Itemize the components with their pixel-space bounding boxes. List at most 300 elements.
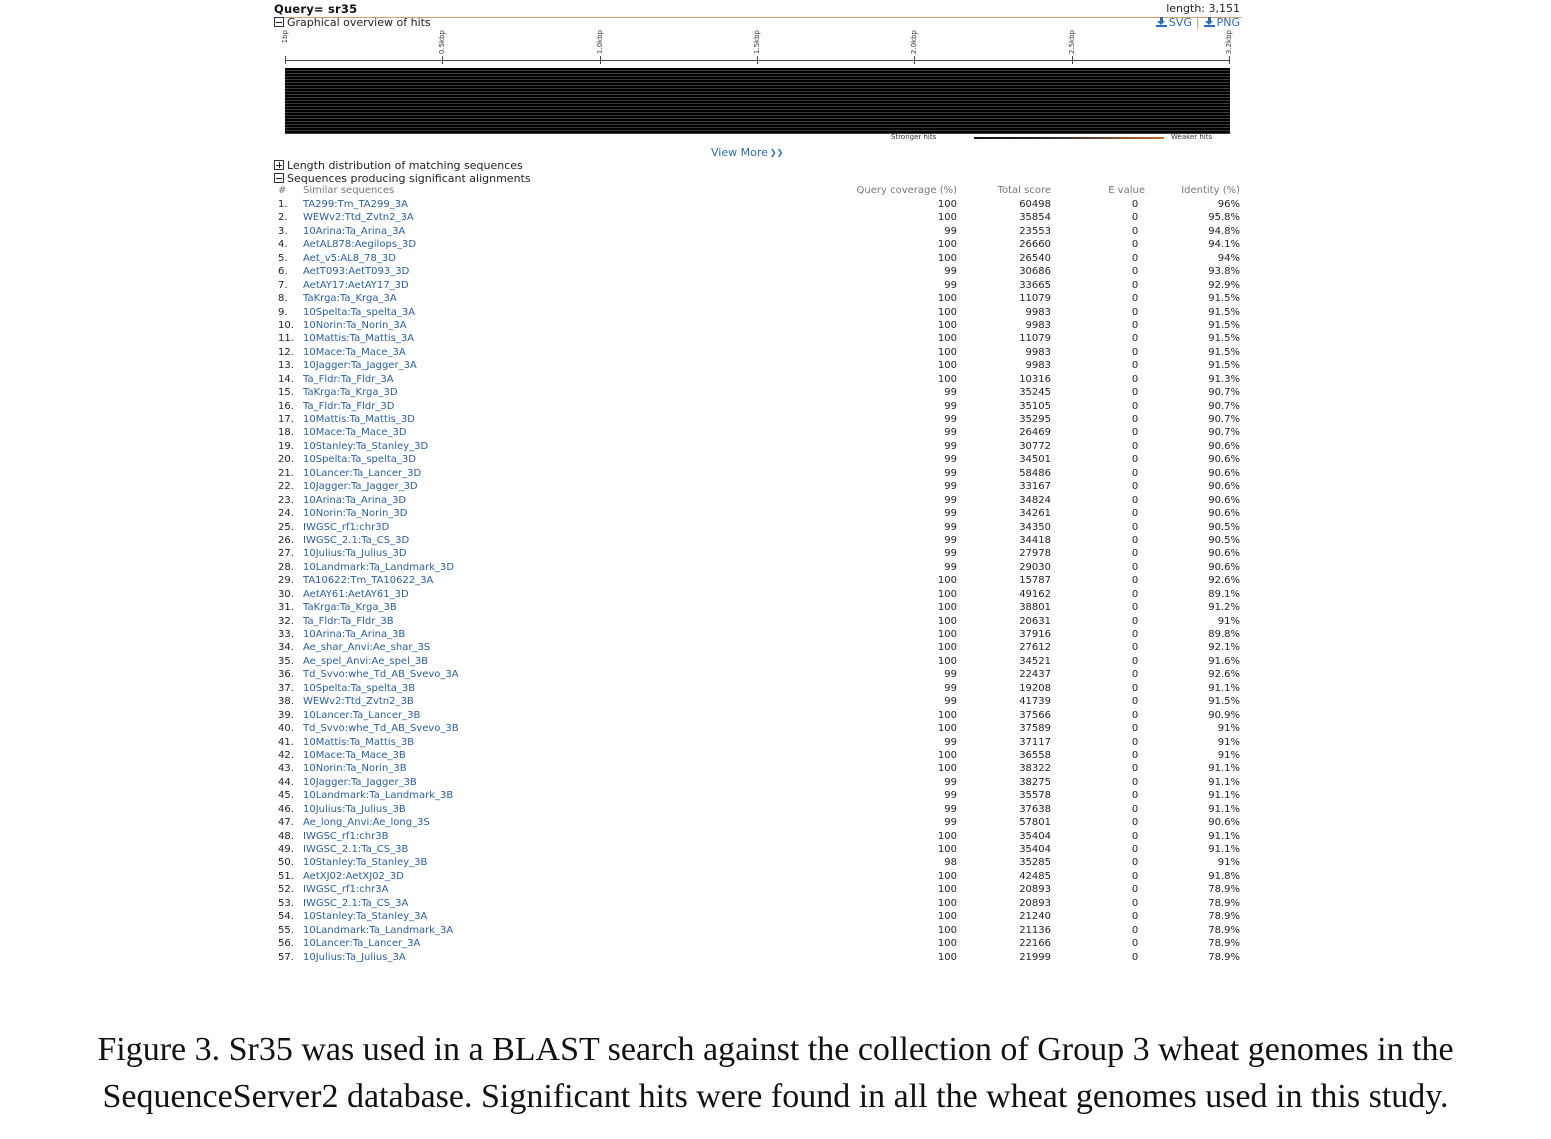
table-row [274, 938, 1242, 951]
axis-tick [1072, 56, 1073, 64]
row-number: 36. [278, 669, 294, 681]
total-score-cell: 23553 [1019, 225, 1051, 237]
hit-track [285, 130, 1230, 131]
e-value-cell: 0 [1131, 790, 1139, 802]
total-score-cell: 35578 [1019, 790, 1051, 802]
row-number: 25. [278, 521, 294, 533]
table-row [274, 212, 1242, 225]
total-score-cell: 21240 [1019, 911, 1051, 923]
identity-cell: 89.1% [1208, 588, 1240, 600]
sequence-link[interactable]: 10Spelta:Ta_spelta_3B [303, 682, 416, 694]
hits-legend [274, 133, 1242, 143]
sequence-link[interactable]: Ta_Fldr:Ta_Fldr_3B [303, 615, 394, 627]
row-number: 6. [278, 266, 288, 278]
total-score-cell: 11079 [1019, 293, 1051, 305]
identity-cell: 91.5% [1208, 333, 1240, 345]
view-more-link[interactable] [711, 146, 783, 159]
significant-alignments-toggle[interactable] [274, 172, 531, 185]
table-row [274, 347, 1242, 360]
sequence-link[interactable]: 10Spelta:Ta_spelta_3A [303, 306, 416, 318]
query-coverage-cell: 100 [937, 575, 957, 587]
sequence-link[interactable]: 10Mace:Ta_Mace_3B [303, 749, 406, 761]
query-coverage-cell: 99 [944, 521, 957, 533]
e-value-cell: 0 [1131, 440, 1139, 452]
sequence-link[interactable]: 10Arina:Ta_Arina_3D [303, 494, 407, 506]
total-score-cell: 21136 [1019, 924, 1051, 936]
e-value-cell: 0 [1131, 293, 1139, 305]
table-row [274, 925, 1242, 938]
total-score-cell: 27612 [1019, 642, 1051, 654]
query-coverage-cell: 100 [937, 629, 957, 640]
legend-stronger-label: Stronger hits [891, 133, 937, 141]
table-row [274, 253, 1242, 266]
identity-cell: 91.1% [1208, 776, 1240, 788]
total-score-cell: 22166 [1019, 938, 1051, 950]
table-row [274, 226, 1242, 239]
table-row [274, 522, 1242, 535]
row-number: 33. [278, 629, 294, 640]
identity-cell: 90.6% [1208, 467, 1240, 479]
row-number: 56. [278, 938, 294, 950]
sequence-link[interactable]: IWGSC_rf1:chr3A [303, 884, 389, 896]
expand-icon [274, 160, 284, 170]
query-coverage-cell: 100 [937, 749, 957, 761]
sequence-link[interactable]: 10Mattis:Ta_Mattis_3B [303, 736, 415, 748]
row-number: 29. [278, 575, 294, 587]
sequence-link[interactable]: IWGSC_2.1:Ta_CS_3D [303, 534, 410, 546]
axis-tick [600, 56, 601, 64]
sequence-link[interactable]: Aet_v5:AL8_78_3D [303, 252, 396, 264]
collapse-icon [274, 173, 284, 183]
column-header-total-score[interactable]: Total score [997, 185, 1051, 196]
sequence-link[interactable]: TA10622:Tm_TA10622_3A [303, 575, 434, 587]
row-number: 26. [278, 534, 294, 546]
e-value-cell: 0 [1131, 763, 1139, 775]
hit-track [285, 88, 1230, 89]
query-coverage-cell: 99 [944, 803, 957, 815]
table-row [274, 320, 1242, 333]
row-number: 14. [278, 373, 294, 385]
total-score-cell: 35295 [1019, 414, 1051, 425]
query-coverage-cell: 99 [944, 508, 957, 520]
sequence-link[interactable]: 10Jagger:Ta_Jagger_3B [303, 776, 417, 788]
column-header-identity[interactable]: Identity (%) [1181, 185, 1240, 196]
identity-cell: 92.6% [1208, 575, 1240, 587]
table-row [274, 562, 1242, 575]
identity-cell: 90.7% [1208, 414, 1240, 425]
identity-cell: 91.5% [1208, 696, 1240, 708]
axis-tick-label: 0.5kbp [438, 30, 447, 55]
sequence-link[interactable]: IWGSC_2.1:Ta_CS_3A [303, 897, 409, 909]
column-header-query-coverage[interactable]: Query coverage (%) [856, 185, 957, 196]
e-value-cell: 0 [1131, 494, 1139, 506]
query-coverage-cell: 100 [937, 763, 957, 775]
sequence-link[interactable]: Ae_long_Anvi:Ae_long_3S [303, 817, 430, 829]
row-number: 50. [278, 857, 294, 869]
column-header-e-value[interactable]: E value [1108, 185, 1145, 196]
query-coverage-cell: 100 [937, 306, 957, 318]
sequence-link[interactable]: 10Lancer:Ta_Lancer_3A [303, 938, 421, 950]
query-coverage-cell: 99 [944, 454, 957, 466]
e-value-cell: 0 [1131, 588, 1139, 600]
total-score-cell: 33665 [1019, 279, 1051, 291]
results-table [274, 185, 1242, 965]
download-svg-link[interactable]: SVG [1156, 16, 1192, 29]
row-number: 13. [278, 360, 294, 372]
hit-track [285, 97, 1230, 98]
sequence-link[interactable]: 10Stanley:Ta_Stanley_3A [303, 911, 428, 923]
table-row [274, 280, 1242, 293]
table-row [274, 401, 1242, 414]
sequence-link[interactable]: 10Stanley:Ta_Stanley_3B [303, 857, 428, 869]
total-score-cell: 42485 [1019, 870, 1051, 882]
download-png-link[interactable]: PNG [1204, 16, 1240, 29]
chevron-down-icon: ❯❯ [769, 148, 784, 157]
column-header-similar-sequences[interactable]: Similar sequences [303, 185, 395, 196]
sequence-link[interactable]: 10Spelta:Ta_spelta_3D [303, 454, 416, 466]
query-coverage-cell: 100 [937, 830, 957, 842]
row-number: 46. [278, 803, 294, 815]
e-value-cell: 0 [1131, 561, 1139, 573]
row-number: 40. [278, 723, 294, 735]
sequence-link[interactable]: 10Landmark:Ta_Landmark_3A [303, 924, 454, 936]
query-coverage-cell: 100 [937, 655, 957, 667]
table-row [274, 884, 1242, 897]
total-score-cell: 20893 [1019, 884, 1051, 896]
identity-cell: 91.1% [1208, 844, 1240, 855]
table-row [274, 952, 1242, 965]
total-score-cell: 9983 [1025, 306, 1051, 318]
row-number: 31. [278, 602, 294, 614]
row-number: 45. [278, 790, 294, 802]
query-length: length: 3,151 [1166, 2, 1240, 15]
identity-cell: 78.9% [1208, 911, 1240, 923]
e-value-cell: 0 [1131, 266, 1139, 278]
total-score-cell: 33167 [1019, 481, 1051, 493]
query-coverage-cell: 99 [944, 400, 957, 412]
query-coverage-cell: 100 [937, 588, 957, 600]
query-coverage-cell: 99 [944, 266, 957, 278]
hit-track [285, 127, 1230, 128]
axis-tick [914, 56, 915, 64]
identity-cell: 78.9% [1208, 938, 1240, 950]
sequence-link[interactable]: 10Landmark:Ta_Landmark_3B [303, 790, 454, 802]
table-row [274, 199, 1242, 212]
row-number: 57. [278, 951, 294, 963]
row-number: 9. [278, 306, 288, 318]
total-score-cell: 34418 [1019, 534, 1051, 546]
total-score-cell: 57801 [1019, 817, 1051, 829]
query-coverage-cell: 100 [937, 723, 957, 735]
e-value-cell: 0 [1131, 400, 1139, 412]
row-number: 37. [278, 682, 294, 694]
query-coverage-cell: 99 [944, 467, 957, 479]
sequence-link[interactable]: AetXJ02:AetXJ02_3D [303, 870, 404, 882]
sequence-link[interactable]: Td_Svvo:whe_Td_AB_Svevo_3A [303, 669, 459, 681]
e-value-cell: 0 [1131, 427, 1139, 439]
total-score-cell: 19208 [1019, 682, 1051, 694]
e-value-cell: 0 [1131, 548, 1139, 560]
sequence-link[interactable]: IWGSC_2.1:Ta_CS_3B [303, 844, 409, 855]
identity-cell: 91% [1217, 723, 1240, 735]
sequence-link[interactable]: 10Mace:Ta_Mace_3A [303, 346, 406, 358]
graphical-overview-heading: Graphical overview of hits [287, 16, 431, 29]
total-score-cell: 30772 [1019, 440, 1051, 452]
query-coverage-cell: 99 [944, 682, 957, 694]
total-score-cell: 38275 [1019, 776, 1051, 788]
row-number: 10. [278, 319, 294, 331]
query-coverage-cell: 100 [937, 239, 957, 251]
table-row [274, 831, 1242, 844]
axis-tick-label: 1.0kbp [595, 30, 604, 55]
row-number: 8. [278, 293, 288, 305]
query-coverage-cell: 99 [944, 440, 957, 452]
query-coverage-cell: 100 [937, 709, 957, 721]
identity-cell: 91% [1217, 749, 1240, 761]
sequence-link[interactable]: 10Mattis:Ta_Mattis_3D [303, 414, 415, 425]
table-row [274, 844, 1242, 857]
total-score-cell: 34521 [1019, 655, 1051, 667]
row-number: 20. [278, 454, 294, 466]
query-coverage-cell: 100 [937, 911, 957, 923]
sequence-link[interactable]: 10Julius:Ta_Julius_3D [303, 548, 407, 560]
legend-weaker-label: Weaker hits [1171, 133, 1213, 141]
table-row [274, 616, 1242, 629]
table-row [274, 427, 1242, 440]
hit-track [285, 82, 1230, 83]
row-number: 12. [278, 346, 294, 358]
sequence-link[interactable]: 10Arina:Ta_Arina_3B [303, 629, 406, 640]
query-coverage-cell: 100 [937, 870, 957, 882]
table-row [274, 481, 1242, 494]
table-row [274, 656, 1242, 669]
hit-track [285, 106, 1230, 107]
identity-cell: 91.1% [1208, 830, 1240, 842]
graphical-overview-toggle[interactable] [274, 16, 431, 29]
row-number: 2. [278, 212, 288, 224]
total-score-cell: 34261 [1019, 508, 1051, 520]
identity-cell: 93.8% [1208, 266, 1240, 278]
hit-track [285, 76, 1230, 77]
row-number: 15. [278, 387, 294, 399]
query-coverage-cell: 100 [937, 897, 957, 909]
e-value-cell: 0 [1131, 696, 1139, 708]
e-value-cell: 0 [1131, 467, 1139, 479]
table-row [274, 441, 1242, 454]
row-number: 19. [278, 440, 294, 452]
query-coverage-cell: 100 [937, 615, 957, 627]
table-row [274, 548, 1242, 561]
total-score-cell: 9983 [1025, 319, 1051, 331]
sequence-link[interactable]: TA299:Tm_TA299_3A [303, 199, 408, 210]
identity-cell: 92.6% [1208, 669, 1240, 681]
sequence-link[interactable]: AetAY61:AetAY61_3D [303, 588, 409, 600]
axis-tick [442, 56, 443, 64]
query-coverage-cell: 100 [937, 602, 957, 614]
hit-track [285, 100, 1230, 101]
sequence-link[interactable]: 10Jagger:Ta_Jagger_3D [303, 481, 418, 493]
row-number: 4. [278, 239, 288, 251]
identity-cell: 90.7% [1208, 387, 1240, 399]
axis-tick-label: 2.5kbp [1067, 30, 1076, 55]
table-row [274, 333, 1242, 346]
sequence-link[interactable]: 10Mace:Ta_Mace_3D [303, 427, 407, 439]
hit-track [285, 118, 1230, 119]
sequence-link[interactable]: AetAL878:Aegilops_3D [303, 239, 417, 251]
table-row [274, 763, 1242, 776]
query-coverage-cell: 99 [944, 481, 957, 493]
e-value-cell: 0 [1131, 723, 1139, 735]
query-coverage-cell: 99 [944, 790, 957, 802]
e-value-cell: 0 [1131, 830, 1139, 842]
identity-cell: 91.1% [1208, 803, 1240, 815]
row-number: 49. [278, 844, 294, 855]
total-score-cell: 26540 [1019, 252, 1051, 264]
query-coverage-cell: 99 [944, 427, 957, 439]
sequence-link[interactable]: 10Landmark:Ta_Landmark_3D [303, 561, 455, 573]
table-row [274, 495, 1242, 508]
table-row [274, 266, 1242, 279]
sequence-link[interactable]: WEWv2:Ttd_Zvtn2_3A [303, 212, 414, 224]
query-coverage-cell: 100 [937, 373, 957, 385]
e-value-cell: 0 [1131, 857, 1139, 869]
e-value-cell: 0 [1131, 508, 1139, 520]
hit-track [285, 94, 1230, 95]
row-number: 43. [278, 763, 294, 775]
identity-cell: 90.6% [1208, 440, 1240, 452]
identity-cell: 91.1% [1208, 763, 1240, 775]
total-score-cell: 38801 [1019, 602, 1051, 614]
row-number: 30. [278, 588, 294, 600]
sequence-link[interactable]: WEWv2:Ttd_Zvtn2_3B [303, 696, 414, 708]
sequence-link[interactable]: TaKrga:Ta_Krga_3A [303, 293, 397, 305]
identity-cell: 91.1% [1208, 790, 1240, 802]
sequence-link[interactable]: IWGSC_rf1:chr3B [303, 830, 389, 842]
e-value-cell: 0 [1131, 897, 1139, 909]
collapse-icon [274, 17, 284, 27]
query-title: Query= sr35 [274, 2, 358, 16]
e-value-cell: 0 [1131, 387, 1139, 399]
sequence-link[interactable]: Ae_spel_Anvi:Ae_spel_3B [303, 655, 429, 667]
e-value-cell: 0 [1131, 602, 1139, 614]
sequence-link[interactable]: TaKrga:Ta_Krga_3D [303, 387, 398, 399]
identity-cell: 90.7% [1208, 400, 1240, 412]
total-score-cell: 35245 [1019, 387, 1051, 399]
query-coverage-cell: 99 [944, 225, 957, 237]
e-value-cell: 0 [1131, 373, 1139, 385]
e-value-cell: 0 [1131, 924, 1139, 936]
identity-cell: 91.5% [1208, 293, 1240, 305]
identity-cell: 78.9% [1208, 884, 1240, 896]
table-row [274, 750, 1242, 763]
sequence-link[interactable]: 10Mattis:Ta_Mattis_3A [303, 333, 415, 345]
table-body [274, 199, 1242, 965]
identity-cell: 78.9% [1208, 897, 1240, 909]
query-coverage-cell: 100 [937, 212, 957, 224]
axis-tick [285, 56, 286, 64]
length-distribution-toggle[interactable] [274, 159, 523, 172]
query-coverage-cell: 100 [937, 938, 957, 950]
e-value-cell: 0 [1131, 360, 1139, 372]
e-value-cell: 0 [1131, 615, 1139, 627]
total-score-cell: 34350 [1019, 521, 1051, 533]
table-row [274, 710, 1242, 723]
table-row [274, 737, 1242, 750]
sequence-link[interactable]: AetT093:AetT093_3D [303, 266, 410, 278]
hit-track [285, 109, 1230, 110]
e-value-cell: 0 [1131, 319, 1139, 331]
e-value-cell: 0 [1131, 803, 1139, 815]
row-number: 38. [278, 696, 294, 708]
total-score-cell: 34824 [1019, 494, 1051, 506]
total-score-cell: 15787 [1019, 575, 1051, 587]
total-score-cell: 22437 [1019, 669, 1051, 681]
query-coverage-cell: 100 [937, 252, 957, 264]
row-number: 22. [278, 481, 294, 493]
hits-overview-graphic[interactable] [285, 68, 1230, 134]
total-score-cell: 41739 [1019, 696, 1051, 708]
axis-tick-label: 1.5kbp [753, 30, 761, 55]
query-coverage-cell: 99 [944, 279, 957, 291]
sequence-link[interactable]: 10Lancer:Ta_Lancer_3D [303, 467, 422, 479]
e-value-cell: 0 [1131, 736, 1139, 748]
sequence-link[interactable]: 10Julius:Ta_Julius_3B [303, 803, 406, 815]
identity-cell: 91.3% [1208, 373, 1240, 385]
sequence-link[interactable]: Td_Svvo:whe_Td_AB_Svevo_3B [303, 723, 459, 735]
row-number: 5. [278, 252, 288, 264]
query-coverage-cell: 99 [944, 736, 957, 748]
sequence-link[interactable]: Ta_Fldr:Ta_Fldr_3D [303, 400, 395, 412]
total-score-cell: 10316 [1019, 373, 1051, 385]
identity-cell: 91.5% [1208, 346, 1240, 358]
e-value-cell: 0 [1131, 682, 1139, 694]
sequence-link[interactable]: AetAY17:AetAY17_3D [303, 279, 409, 291]
sequence-link[interactable]: TaKrga:Ta_Krga_3B [303, 602, 397, 614]
query-coverage-cell: 100 [937, 346, 957, 358]
download-icon [1156, 17, 1167, 27]
total-score-cell: 29030 [1019, 561, 1051, 573]
sequence-link[interactable]: 10Norin:Ta_Norin_3D [303, 508, 408, 520]
e-value-cell: 0 [1131, 279, 1139, 291]
sequence-link[interactable]: Ae_shar_Anvi:Ae_shar_3S [303, 642, 431, 654]
axis-tick-label: 3.2kbp [1225, 30, 1233, 55]
query-axis [274, 30, 1242, 64]
sequence-link[interactable]: 10Arina:Ta_Arina_3A [303, 225, 406, 237]
sequence-link[interactable]: 10Stanley:Ta_Stanley_3D [303, 440, 429, 452]
sequence-link[interactable]: 10Lancer:Ta_Lancer_3B [303, 709, 421, 721]
sequence-link[interactable]: IWGSC_rf1:chr3D [303, 521, 390, 533]
table-row [274, 817, 1242, 830]
sequence-link[interactable]: 10Norin:Ta_Norin_3A [303, 319, 407, 331]
table-row [274, 454, 1242, 467]
query-coverage-cell: 99 [944, 776, 957, 788]
total-score-cell: 35404 [1019, 830, 1051, 842]
identity-cell: 91.5% [1208, 360, 1240, 372]
sequence-link[interactable]: 10Norin:Ta_Norin_3B [303, 763, 407, 775]
table-row [274, 387, 1242, 400]
identity-cell: 91.1% [1208, 682, 1240, 694]
sequence-link[interactable]: 10Julius:Ta_Julius_3A [303, 951, 406, 963]
identity-cell: 94% [1217, 252, 1240, 264]
row-number: 23. [278, 494, 294, 506]
table-row [274, 898, 1242, 911]
significant-alignments-heading: Sequences producing significant alignments [287, 172, 531, 185]
table-row [274, 790, 1242, 803]
query-coverage-cell: 99 [944, 696, 957, 708]
sequence-link[interactable]: Ta_Fldr:Ta_Fldr_3A [303, 373, 394, 385]
identity-cell: 90.7% [1208, 427, 1240, 439]
sequence-link[interactable]: 10Jagger:Ta_Jagger_3A [303, 360, 417, 372]
